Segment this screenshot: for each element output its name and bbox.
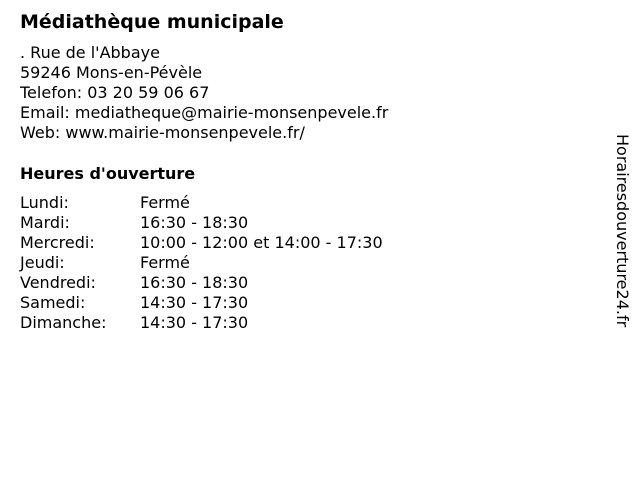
site-watermark-label: Horairesdouverture24.fr: [613, 134, 632, 328]
hours-row-mercredi: [20, 233, 383, 253]
street-address: . Rue de l'Abbaye: [20, 43, 160, 62]
day-label: Lundi:: [20, 193, 69, 212]
day-label: Jeudi:: [20, 253, 65, 272]
day-label: Dimanche:: [20, 313, 107, 332]
day-hours: Fermé: [140, 193, 190, 212]
phone-number: Telefon: 03 20 59 06 67: [20, 83, 210, 102]
hours-row-lundi: [20, 193, 383, 213]
day-hours: 10:00 - 12:00 et 14:00 - 17:30: [140, 233, 383, 252]
hours-row-mardi: [20, 213, 383, 233]
day-label: Mercredi:: [20, 233, 95, 252]
address-block: [20, 43, 388, 143]
email-address: Email: mediatheque@mairie-monsenpevele.fr: [20, 103, 389, 122]
day-hours: 14:30 - 17:30: [140, 293, 249, 312]
day-hours: 16:30 - 18:30: [140, 273, 249, 292]
hours-row-jeudi: [20, 253, 383, 273]
day-hours: 14:30 - 17:30: [140, 313, 249, 332]
day-hours: Fermé: [140, 253, 190, 272]
hours-row-dimanche: [20, 313, 383, 333]
day-label: Samedi:: [20, 293, 86, 312]
hours-row-vendredi: [20, 273, 383, 293]
day-label: Mardi:: [20, 213, 70, 232]
day-label: Vendredi:: [20, 273, 96, 292]
hours-row-samedi: [20, 293, 383, 313]
hours-heading: Heures d'ouverture: [20, 164, 196, 183]
city-postcode: 59246 Mons-en-Pévèle: [20, 63, 203, 82]
day-hours: 16:30 - 18:30: [140, 213, 249, 232]
website-url: Web: www.mairie-monsenpevele.fr/: [20, 123, 305, 142]
opening-hours-table: [20, 193, 383, 333]
page-title: Médiathèque municipale: [20, 11, 284, 33]
